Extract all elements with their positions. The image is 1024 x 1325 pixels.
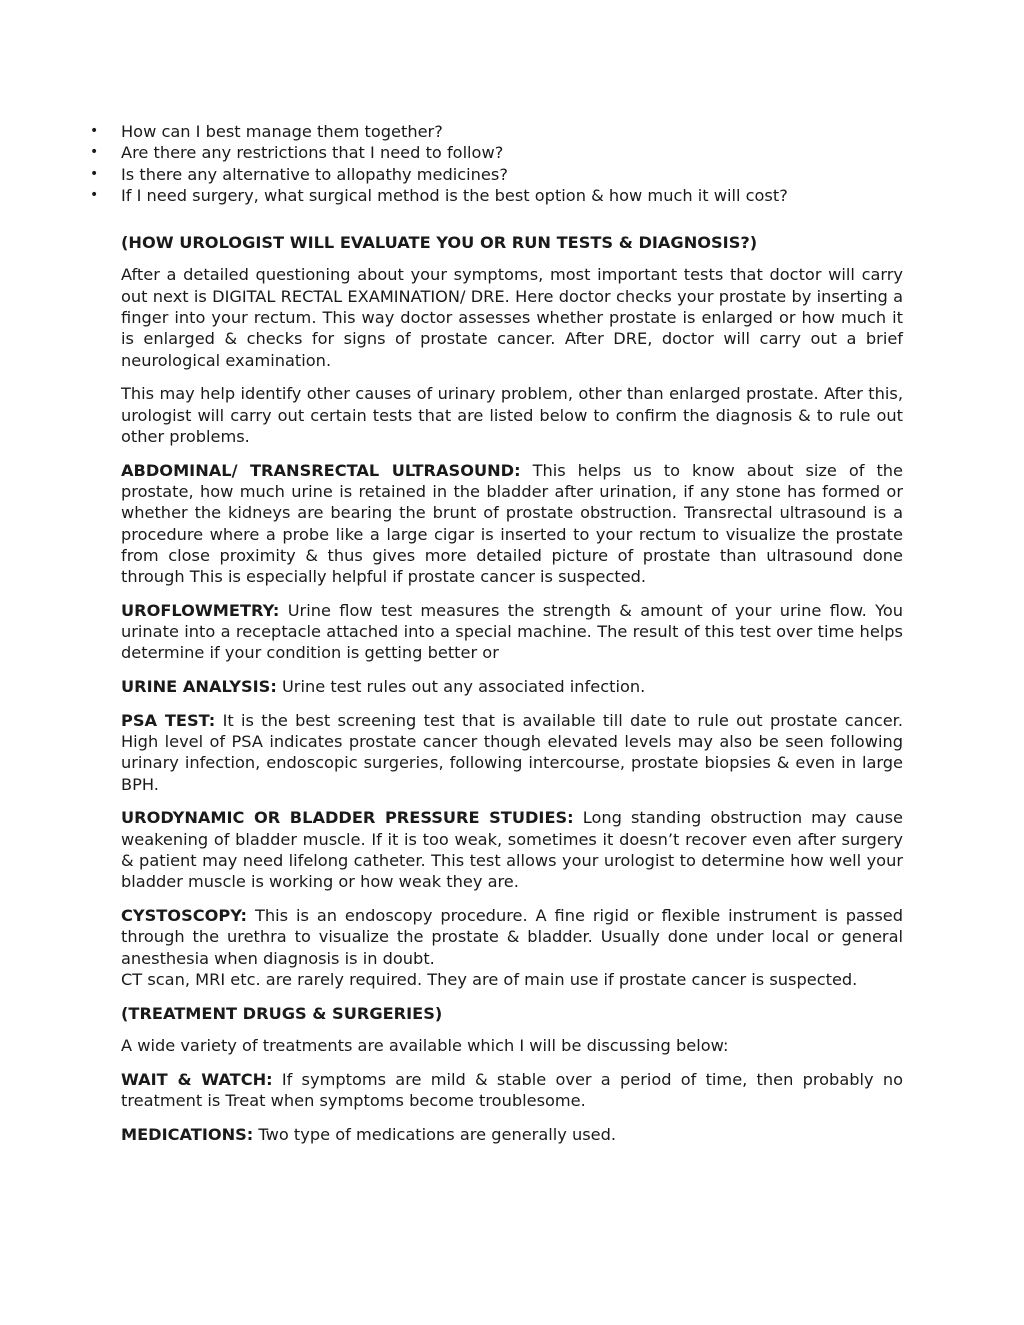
psa-paragraph <box>121 710 903 795</box>
medications-label: MEDICATIONS: <box>121 1124 254 1144</box>
main-content <box>121 232 903 1157</box>
bullet-icon: • <box>90 123 99 139</box>
urodynamic-text: Long standing obstruction may cause weakening of bladder muscle. If it is too weak, sometimes it doesn’t recover even after surgery & patient may need lifelong catheter. This test allows your urologist to determine how well your bladder muscle is working or how weak they are. <box>121 808 903 892</box>
dre-paragraph: After a detailed questioning about your symptoms, most important tests that doctor will carry out next is DIGITAL RECTAL EXAMINATION/ DRE. Here doctor checks your prostate by inserting a finger into your rectum. This way doctor assesses whether prostate is enlarged or how much it is enlarged & checks for signs of prostate cancer. After DRE, doctor will carry out a brief neurological examination. <box>121 265 903 370</box>
ct-mri-text: CT scan, MRI etc. are rarely required. They are of main use if prostate cancer is suspected. <box>121 969 858 989</box>
list-item <box>88 164 908 185</box>
ultrasound-text: This helps us to know about size of the prostate, how much urine is retained in the bladder after urination, if any stone has formed or whether the kidneys are bearing the brunt of prostate obstruction. Transrectal ultrasound is a procedure where a probe like a large cigar is inserted to your rectum to visualize the prostate from close proximity & thus gives more detailed picture of prostate than ultrasound done through This is especially helpful if prostate cancer is suspected. <box>121 460 904 587</box>
list-item <box>88 121 908 142</box>
urodynamic-label: URODYNAMIC OR BLADDER PRESSURE STUDIES: <box>121 808 574 828</box>
list-item-text: How can I best manage them together? <box>121 122 443 141</box>
bullet-icon: • <box>90 144 99 161</box>
medications-text: Two type of medications are generally used. <box>253 1124 617 1144</box>
list-item-text: Is there any alternative to allopathy medicines? <box>121 164 508 184</box>
causes-paragraph: This may help identify other causes of urinary problem, other than enlarged prostate. After this, urologist will carry out certain tests that are listed below to confirm the diagnosis & to rule out other problems. <box>121 384 903 446</box>
cystoscopy-label: CYSTOSCOPY: <box>121 905 248 925</box>
wait-watch-paragraph <box>121 1069 903 1112</box>
list-item <box>88 185 908 206</box>
evaluate-heading: (HOW UROLOGIST WILL EVALUATE YOU OR RUN TESTS & DIAGNOSIS?) <box>121 233 758 252</box>
list-item-text: Are there any restrictions that I need to follow? <box>121 143 504 163</box>
treatment-intro: A wide variety of treatments are available which I will be discussing below: <box>121 1036 729 1055</box>
question-list <box>88 121 908 207</box>
bullet-icon: • <box>90 187 99 204</box>
bullet-icon: • <box>90 165 99 182</box>
uroflowmetry-paragraph <box>121 600 903 664</box>
list-item <box>88 142 908 163</box>
ultrasound-paragraph <box>121 460 903 588</box>
urodynamic-paragraph <box>121 807 903 892</box>
wait-watch-label: WAIT & WATCH: <box>121 1069 273 1089</box>
psa-text: It is the best screening test that is available till date to rule out prostate cancer. High level of PSA indicates prostate cancer though elevated levels may also be seen following urinary infection, endoscopic surgeries, following intercourse, prostate biopsies & even in large BPH. <box>121 710 903 794</box>
urine-analysis-text: Urine test rules out any associated infection. <box>276 677 646 697</box>
uroflowmetry-text: Urine flow test measures the strength & amount of your urine flow. You urinate into a receptacle attached into a special machine. The result of this test over time helps determine if your condition is getting better or <box>121 600 903 663</box>
wait-watch-text: If symptoms are mild & stable over a period of time, then probably no treatment is Treat when symptoms become troublesome. <box>121 1069 903 1110</box>
list-item-text: If I need surgery, what surgical method is the best option & how much it will cost? <box>121 186 788 206</box>
cystoscopy-paragraph <box>121 905 903 990</box>
treatment-heading: (TREATMENT DRUGS & SURGERIES) <box>121 1003 443 1023</box>
ultrasound-label: ABDOMINAL/ TRANSRECTAL ULTRASOUND: <box>121 460 521 480</box>
urine-analysis-label: URINE ANALYSIS: <box>121 677 277 697</box>
urine-analysis-paragraph <box>121 676 903 697</box>
medications-paragraph <box>121 1124 903 1145</box>
psa-label: PSA TEST: <box>121 710 216 730</box>
cystoscopy-text: This is an endoscopy procedure. A fine rigid or flexible instrument is passed through the urethra to visualize the prostate & bladder. Usually done under local or general anesthesia when diagnosis is in doubt. <box>121 905 903 968</box>
uroflowmetry-label: UROFLOWMETRY: <box>121 600 280 620</box>
